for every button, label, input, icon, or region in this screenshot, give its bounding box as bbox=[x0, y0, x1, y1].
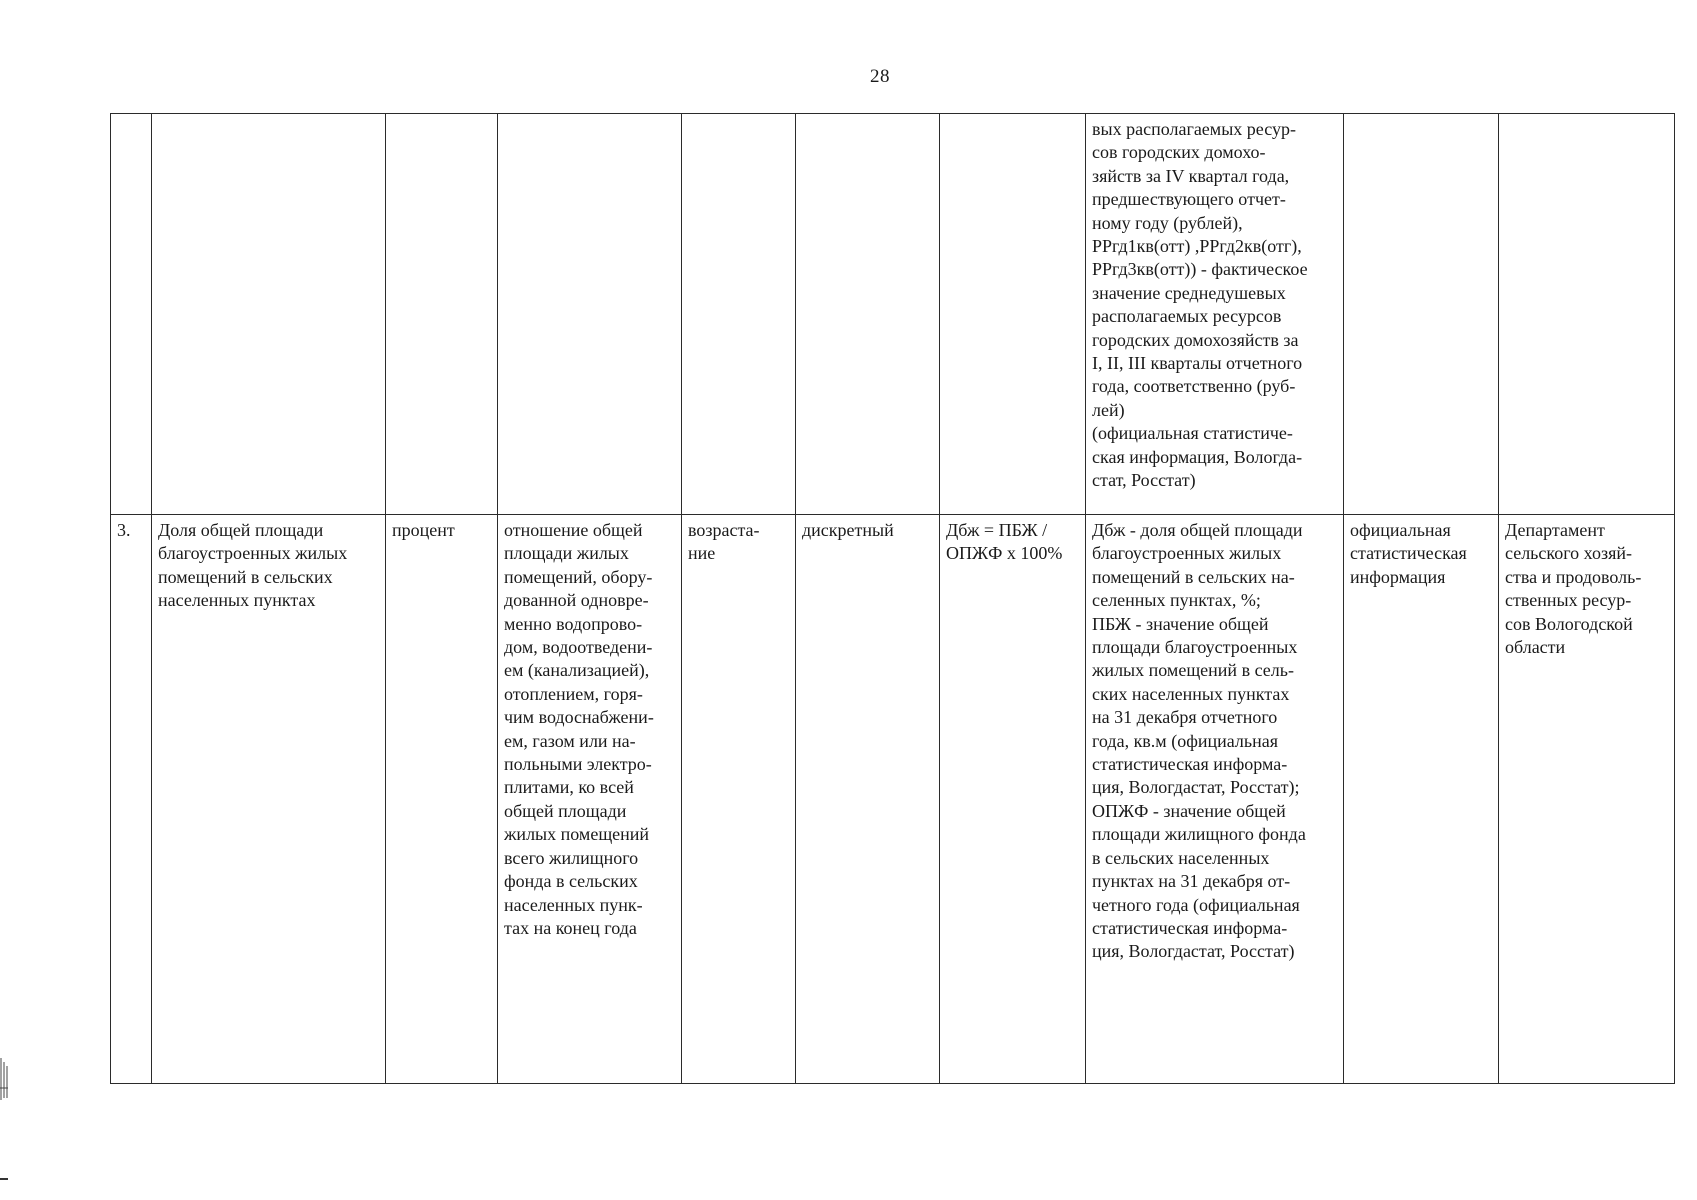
cell-indicator-name bbox=[152, 114, 386, 515]
cell-explanation: вых располагаемых ресур- сов городских домохо- зяйств за IV квартал года, предшествующего отчет- ному году (рублей), РРгд1кв(отт) ,РРгд2кв(отг), РРгд3кв(отт)) - фактическое значение среднедушевых располагаемых ресурсов городских домохозяйств за I, II, III кварталы отчетного года, соответственно (руб- лей) (официальная статистиче- ская информация, Вологда- стат, Росстат) bbox=[1086, 114, 1344, 515]
cell-responsible: Департамент сельского хозяй- ства и продоволь- ственных ресур- сов Вологодской области bbox=[1499, 515, 1675, 1084]
indicator-table bbox=[110, 113, 1675, 1084]
cell-trend bbox=[682, 114, 796, 515]
margin-scan-marks bbox=[0, 1058, 8, 1100]
cell-responsible bbox=[1499, 114, 1675, 515]
table-row bbox=[111, 114, 1675, 515]
margin-dash bbox=[0, 1178, 8, 1180]
cell-indicator-name: Доля общей площади благоустроенных жилых помещений в сельских населенных пунктах bbox=[152, 515, 386, 1084]
cell-explanation: Дбж - доля общей площади благоустроенных жилых помещений в сельских на- селенных пунктах, %; ПБЖ - значение общей площади благоустроенных жилых помещений в сель- ских населенных пунктах на 31 декабря отчетного года, кв.м (официальная статистическая информа- ция, Вологдастат, Росстат); ОПЖФ - значение общей площади жилищного фонда в сельских населенных пунктах на 31 декабря от- четного года (официальная статистическая информа- ция, Вологдастат, Росстат) bbox=[1086, 515, 1344, 1084]
table-row bbox=[111, 515, 1675, 1084]
cell-source bbox=[1344, 114, 1499, 515]
cell-type bbox=[796, 114, 940, 515]
cell-definition bbox=[498, 114, 682, 515]
cell-unit bbox=[386, 114, 498, 515]
cell-unit: процент bbox=[386, 515, 498, 1084]
cell-type: дискретный bbox=[796, 515, 940, 1084]
cell-number bbox=[111, 114, 152, 515]
cell-formula: Дбж = ПБЖ / ОПЖФ х 100% bbox=[940, 515, 1086, 1084]
page-number: 28 bbox=[870, 66, 890, 87]
cell-source: официальная статистическая информация bbox=[1344, 515, 1499, 1084]
cell-trend: возраста- ние bbox=[682, 515, 796, 1084]
cell-formula bbox=[940, 114, 1086, 515]
cell-definition: отношение общей площади жилых помещений, обору- дованной одновре- менно водопрово- дом, водоотведени- ем (канализацией), отоплением, горя- чим водоснабжени- ем, газом или на- польными электро- плитами, ко всей общей площади жилых помещений всего жилищного фонда в сельских населенных пунк- тах на конец года bbox=[498, 515, 682, 1084]
cell-number: 3. bbox=[111, 515, 152, 1084]
